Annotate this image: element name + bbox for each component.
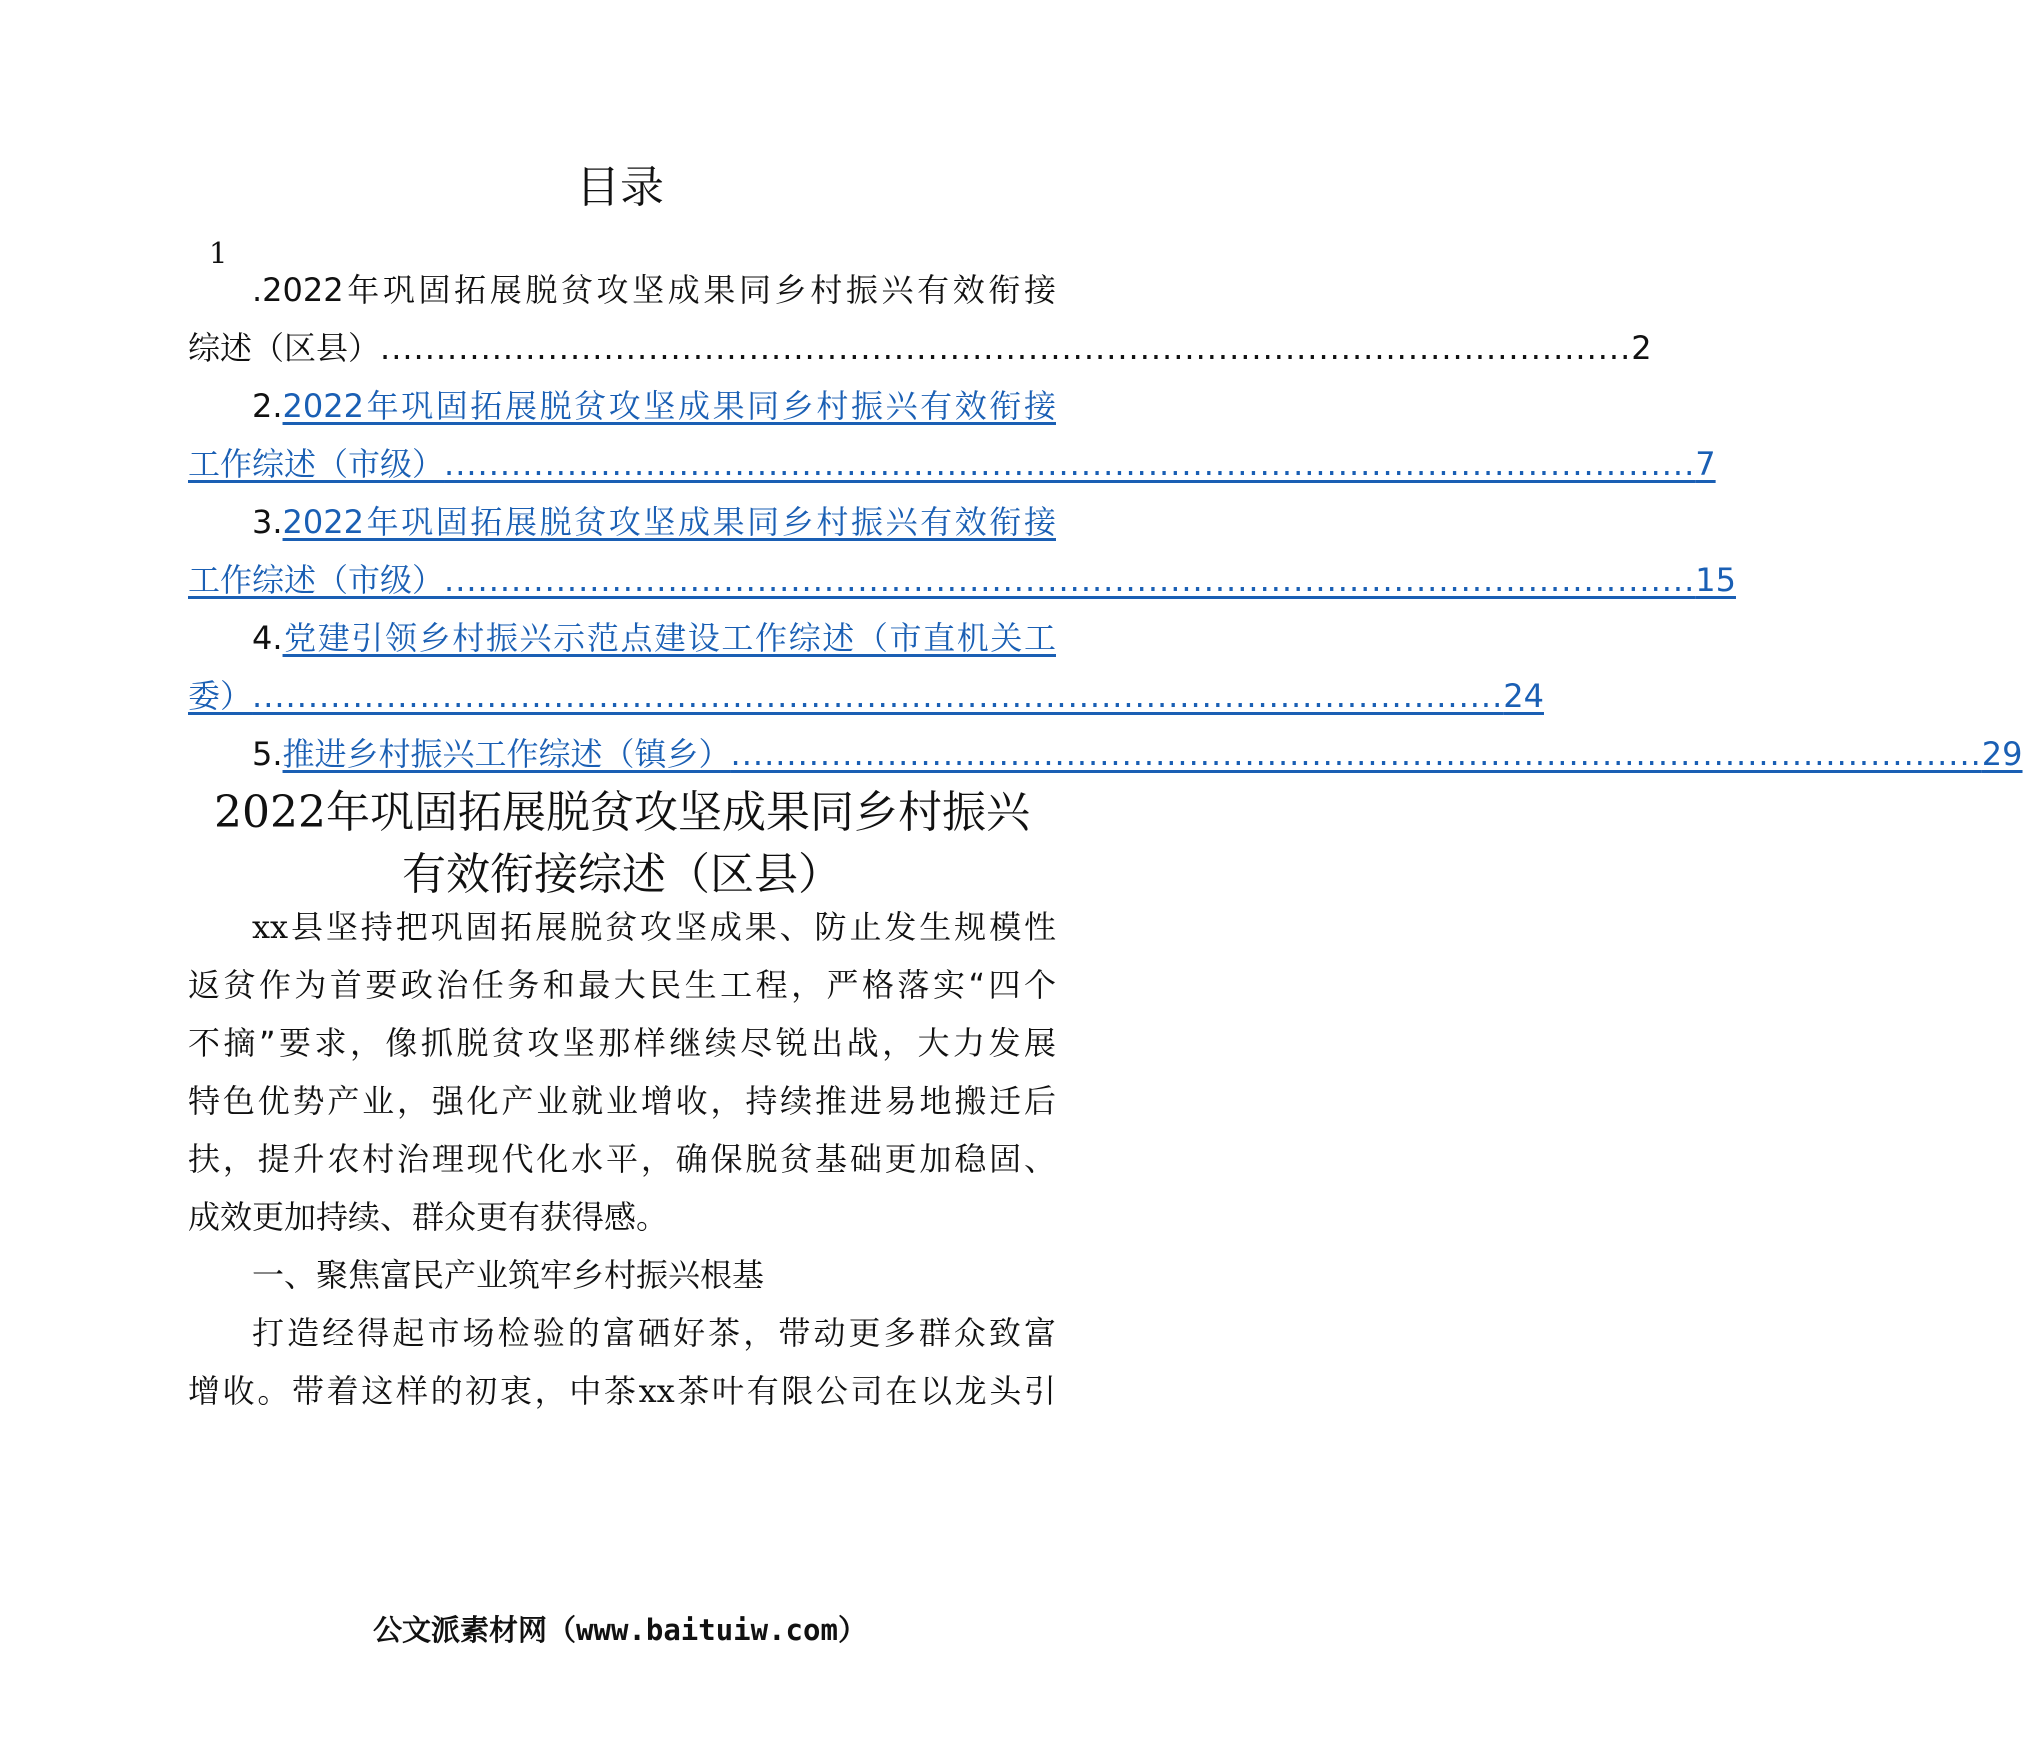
paragraph-line: 不摘”要求，像抓脱贫攻坚那样继续尽锐出战，大力发展 <box>188 1024 1056 1062</box>
toc-entry-number: 2. <box>252 387 283 425</box>
toc-leader-dots: ................................................................................................................ <box>252 677 1504 715</box>
paragraph-text: 茶叶有限公司在以龙头引 <box>674 1372 1056 1410</box>
toc-entry-number: 4. <box>252 619 283 657</box>
toc-entry-number: 5. <box>252 735 283 773</box>
article-title-line1: 年巩固拓展脱贫攻坚成果同乡村振兴 <box>325 787 1030 838</box>
toc-entry-title: 2022年巩固拓展脱贫攻坚成果同乡村振兴有效衔接 <box>262 271 1056 309</box>
toc-entry-link[interactable]: 推进乡村振兴工作综述（镇乡） <box>282 735 731 773</box>
paragraph-line: 特色优势产业，强化产业就业增收，持续推进易地搬迁后 <box>188 1082 1056 1120</box>
article-title-line2: 有效衔接综述（区县） <box>402 849 842 900</box>
paragraph-line: 打造经得起市场检验的富硒好茶，带动更多群众致富 <box>252 1314 1056 1352</box>
placeholder-text: xx <box>638 1372 675 1410</box>
paragraph-line: 返贫作为首要政治任务和最大民生工程，严格落实“四个 <box>188 966 1056 1004</box>
placeholder-text: xx <box>252 908 289 946</box>
footer-label: 公文派素材网（ <box>373 1613 577 1647</box>
toc-leader-dots: ................................................................................................................ <box>444 445 1696 483</box>
paragraph-line <box>188 1359 1056 1423</box>
toc-leader-dots: ................................................................................................................ <box>380 329 1632 367</box>
paragraph-text: 县坚持把巩固拓展脱贫攻坚成果、防止发生规模性 <box>288 908 1056 946</box>
toc-leader-dots: ................................................................................................................ <box>730 735 1982 773</box>
toc-page-number[interactable]: 29 <box>1981 735 2023 773</box>
paragraph-line: 扶，提升农村治理现代化水平，确保脱贫基础更加稳固、 <box>188 1140 1056 1178</box>
toc-entry-link-cont[interactable]: 委） <box>188 677 253 715</box>
paragraph-line: 成效更加持续、群众更有获得感。 <box>188 1198 669 1236</box>
toc-page-number[interactable]: 24 <box>1503 677 1544 715</box>
toc-entry-link[interactable]: 党建引领乡村振兴示范点建设工作综述（市直机关工 <box>282 619 1056 657</box>
article-title <box>188 782 1056 906</box>
toc-entry-link-cont[interactable]: 工作综述（市级） <box>188 561 445 599</box>
toc-leader-dots: ................................................................................................................ <box>444 561 1696 599</box>
footer-watermark <box>0 1610 1240 1650</box>
page-mark: 1 <box>209 236 228 270</box>
footer-paren: ） <box>837 1613 867 1647</box>
toc-page-number[interactable]: 15 <box>1695 561 1736 599</box>
toc-entry-number: . <box>252 271 263 309</box>
toc-title: 目录 <box>576 162 664 213</box>
toc-entry-title-cont: 综述（区县） <box>188 329 381 367</box>
paragraph-line <box>188 895 1056 959</box>
article-title-year: 2022 <box>214 787 326 838</box>
toc-page-number: 2 <box>1631 329 1652 367</box>
section-heading: 一、聚焦富民产业筑牢乡村振兴根基 <box>252 1256 765 1294</box>
toc-entry-number: 3. <box>252 503 283 541</box>
paragraph-text: 增收。带着这样的初衷，中茶 <box>188 1372 639 1410</box>
toc-entry-link[interactable]: 2022年巩固拓展脱贫攻坚成果同乡村振兴有效衔接 <box>282 503 1056 541</box>
toc-page-number[interactable]: 7 <box>1695 445 1716 483</box>
footer-url: www.baituiw.com <box>576 1613 838 1647</box>
toc-entry-link[interactable]: 2022年巩固拓展脱贫攻坚成果同乡村振兴有效衔接 <box>282 387 1056 425</box>
toc-entry-link-cont[interactable]: 工作综述（市级） <box>188 445 445 483</box>
